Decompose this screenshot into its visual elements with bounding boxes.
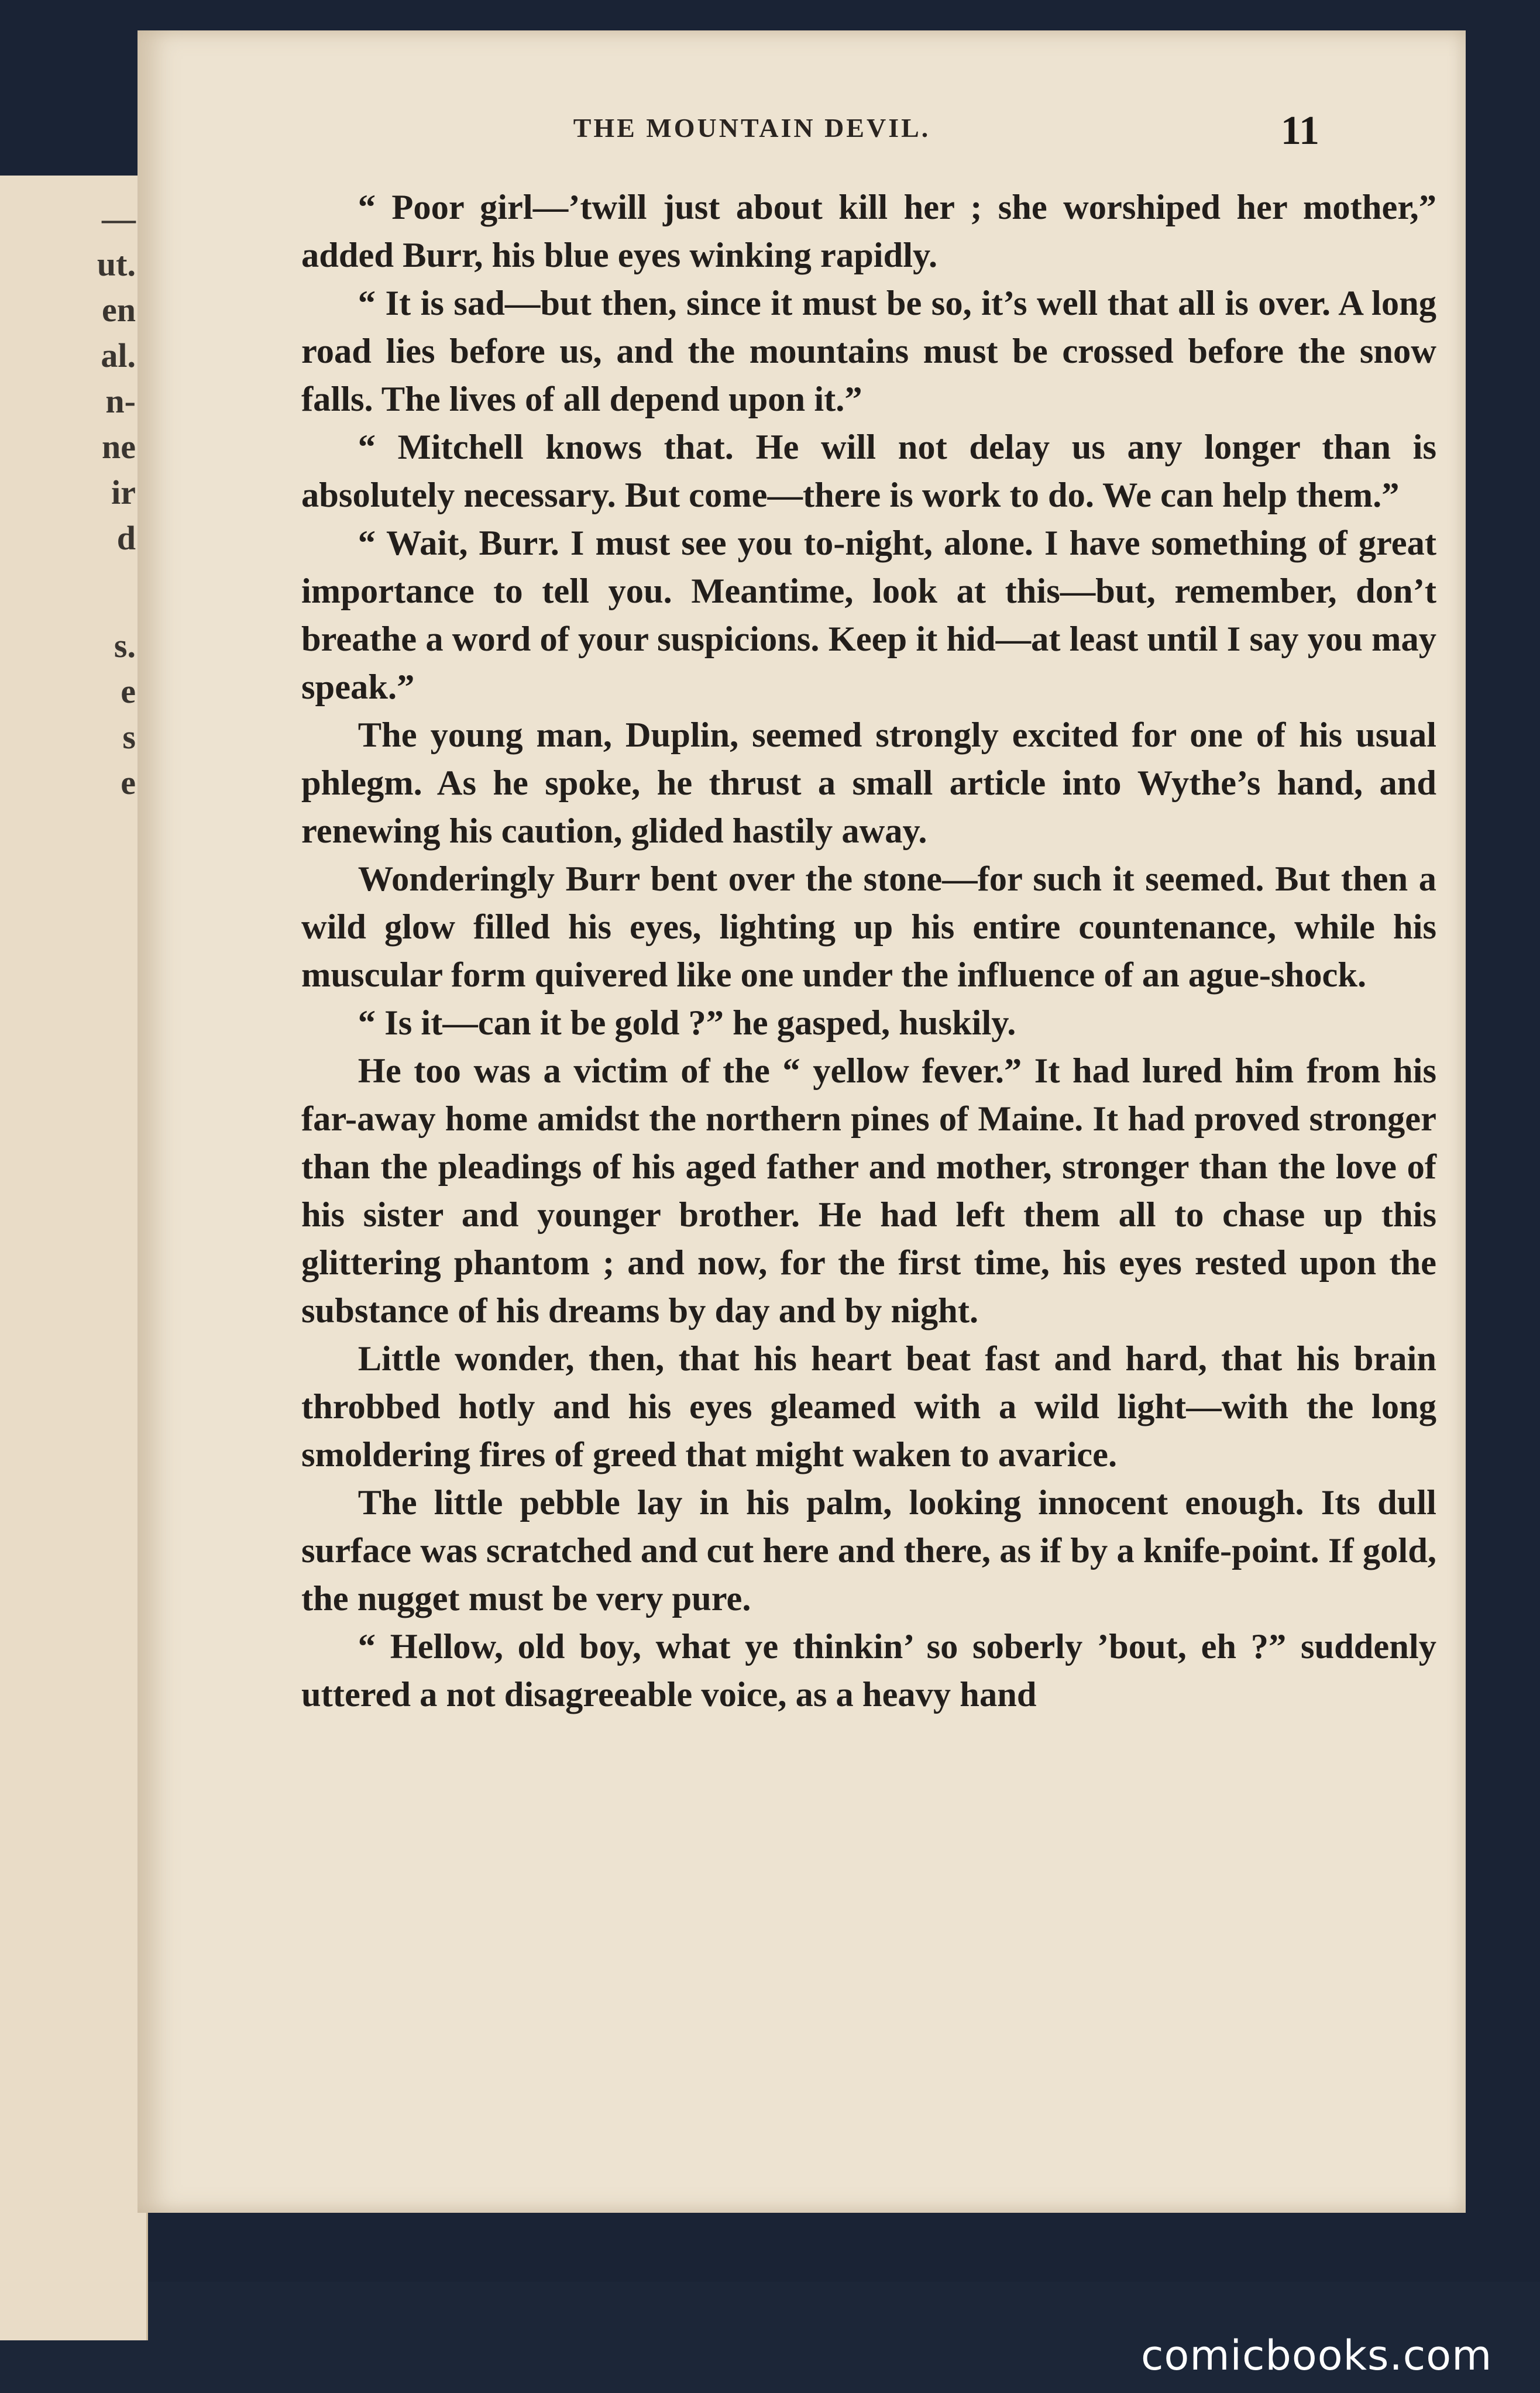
book-page: [138, 30, 1466, 2213]
paragraph: “ Hellow, old boy, what ye thinkin’ so soberly ’bout, eh ?” suddenly uttered a not disagreeable voice, as a heavy hand: [301, 1627, 1436, 1714]
left-page-fragment: d: [116, 519, 136, 557]
left-page-fragment: ut.: [97, 245, 136, 283]
left-page-edge: [0, 176, 148, 2340]
left-page-fragment: s.: [114, 627, 136, 665]
left-page-fragment: ir: [111, 473, 136, 511]
paragraph: Wonderingly Burr bent over the stone—for such it seemed. But then a wild glow filled his eyes, lighting up his entire countenance, while his muscular form quivered like one under the influence of an ague-shock.: [301, 859, 1436, 995]
paragraph: He too was a victim of the “ yellow fever.” It had lured him from his far-away home amidst the northern pines of Maine. It had proved stronger than the pleadings of his aged father and mother, stronger than the love of his sister and younger brother. He had left them all to chase up this glittering phantom ; and now, for the first time, his eyes rested upon the substance of his dreams by day and by night.: [301, 1051, 1436, 1330]
running-head: THE MOUNTAIN DEVIL.: [573, 113, 931, 143]
paragraph: “ It is sad—but then, since it must be so, it’s well that all is over. A long road lies before us, and the mountains must be crossed before the snow falls. The lives of all depend upon it.”: [301, 284, 1436, 419]
paragraph: “ Mitchell knows that. He will not delay us any longer than is absolutely necessary. But come—there is work to do. We can help them.”: [301, 428, 1436, 515]
paragraph: Little wonder, then, that his heart beat fast and hard, that his brain throbbed hotly and his eyes gleamed with a wild light—with the long smoldering fires of greed that might waken to avarice.: [301, 1339, 1436, 1474]
left-page-fragment: —: [102, 200, 136, 238]
page-number: 11: [1280, 108, 1319, 153]
paragraph: “ Is it—can it be gold ?” he gasped, huskily.: [358, 1003, 1016, 1043]
paragraph: The young man, Duplin, seemed strongly excited for one of his usual phlegm. As he spoke, he thrust a small article into Wythe’s hand, and renewing his caution, glided hastily away.: [301, 716, 1436, 851]
watermark: comicbooks.com: [1141, 2332, 1493, 2380]
paragraph: “ Wait, Burr. I must see you to-night, alone. I have something of great importance to tell you. Meantime, look at this—but, remember, don’t breathe a word of your suspicions. Keep it hid—at least until I say you may speak.”: [301, 524, 1436, 707]
body-text: [301, 184, 1436, 1719]
left-page-fragment: en: [102, 291, 136, 329]
left-page-fragment: n-: [105, 382, 136, 420]
paragraph: The little pebble lay in his palm, looking innocent enough. Its dull surface was scratched and cut here and there, as if by a knife-point. If gold, the nugget must be very pure.: [301, 1483, 1436, 1618]
left-page-fragment: ne: [102, 428, 136, 466]
left-page-fragment: s: [122, 718, 136, 756]
page-header: [138, 108, 1466, 165]
left-page-fragment: e: [121, 764, 136, 802]
left-page-fragment: al.: [101, 336, 136, 374]
paragraph: “ Poor girl—’twill just about kill her ; she worshiped her mother,” added Burr, his blue eyes winking rapidly.: [301, 188, 1436, 275]
left-page-fragment: e: [121, 672, 136, 710]
